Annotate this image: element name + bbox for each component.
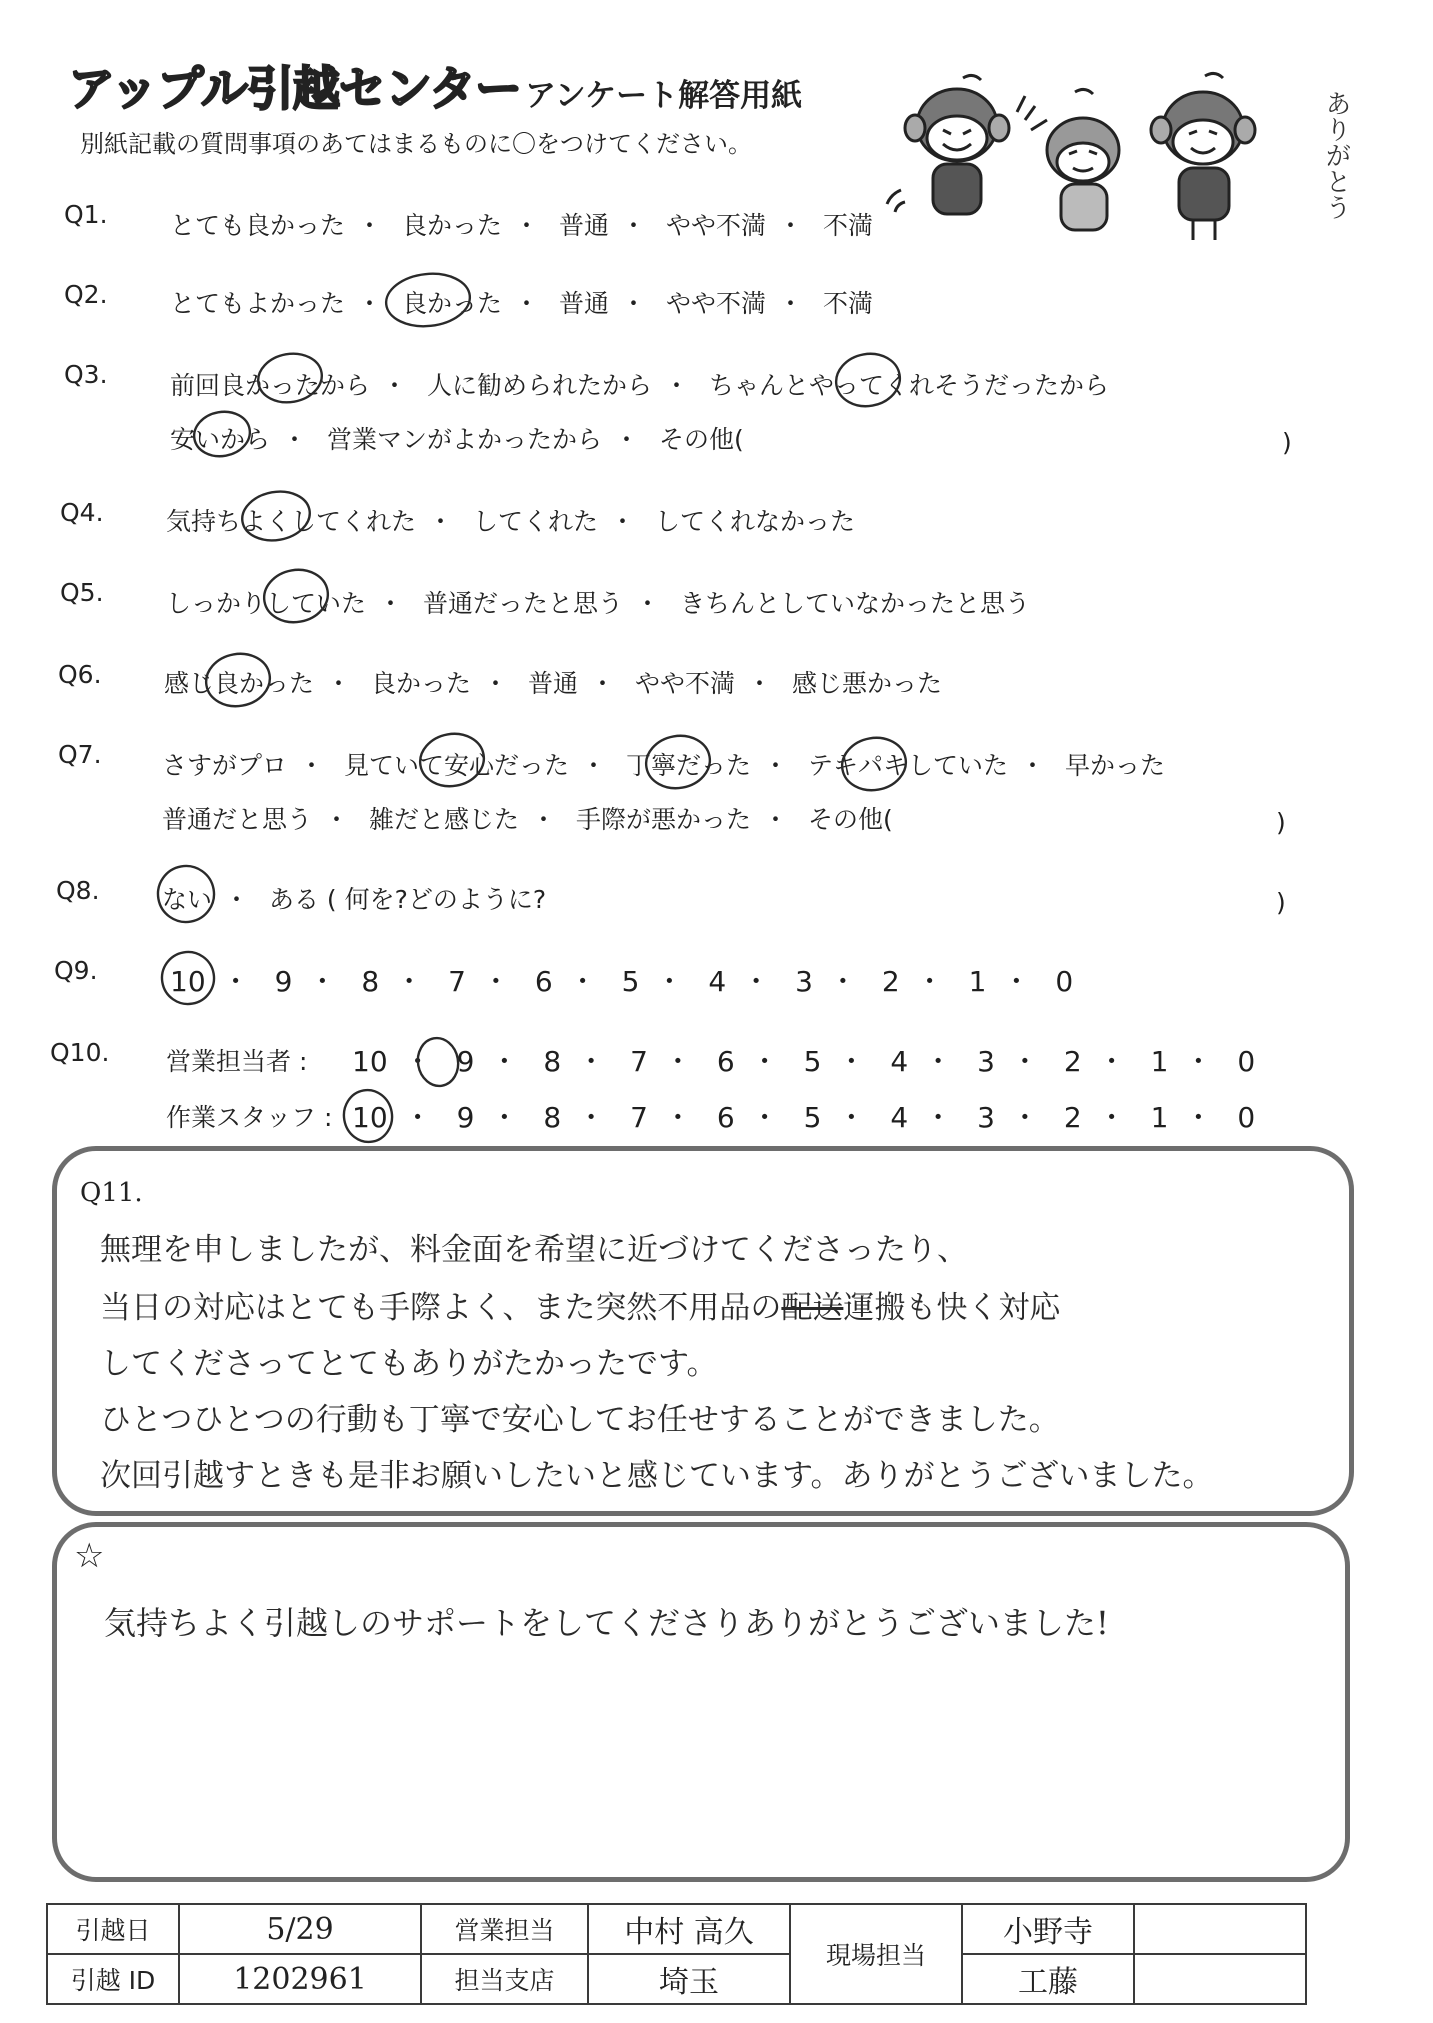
q2-number: Q2. xyxy=(64,280,108,309)
branch-value: 埼玉 xyxy=(588,1954,790,2004)
q7-option-7[interactable]: 雑だと感じた xyxy=(368,805,519,834)
star-label: ☆ xyxy=(74,1536,105,1576)
q6-option-3[interactable]: 普通 xyxy=(527,669,578,698)
q3-option-2[interactable]: 人に勧められたから xyxy=(426,371,652,400)
q11-struck-word: 配送 xyxy=(781,1290,844,1326)
q7-option-6[interactable]: 普通だと思う xyxy=(162,805,313,834)
q7-option-4[interactable]: テキパキしていた xyxy=(807,751,1008,780)
q6-option-4[interactable]: やや不満 xyxy=(634,669,735,698)
q3-option-3[interactable]: ちゃんとやってくれそうだったから xyxy=(708,371,1109,400)
q7-options-line2: 普通だと思う ・ 雑だと感じた ・ 手際が悪かった ・ その他( xyxy=(162,805,893,834)
q10-staff-label: 作業スタッフ : xyxy=(166,1103,333,1132)
q9-score-4[interactable]: 4 xyxy=(708,965,727,998)
q10-staff-score-1[interactable]: 1 xyxy=(1150,1101,1169,1134)
q11-line-2 xyxy=(100,1282,1060,1327)
q1-number: Q1. xyxy=(64,200,108,229)
q1-option-5[interactable]: 不満 xyxy=(822,211,873,240)
q10-sales-score-10[interactable]: 10 xyxy=(352,1045,388,1078)
branch-label: 担当支店 xyxy=(421,1954,588,2004)
q11-line-2-tail: 運搬も快く対応 xyxy=(843,1290,1061,1326)
q10-staff-score-3[interactable]: 3 xyxy=(977,1101,995,1134)
q8-option-some[interactable]: ある ( 何を?どのように? xyxy=(268,885,547,914)
q10-sales-score-9[interactable]: 9 xyxy=(456,1045,475,1078)
q9-score-7[interactable]: 7 xyxy=(448,965,466,998)
q9-score-9[interactable]: 9 xyxy=(274,965,293,998)
q10-sales-scale: 10 ・ 9 ・ 8 ・ 7 ・ 6 ・ 5 ・ 4 ・ 3 ・ 2 ・ 1 ・ 0 xyxy=(352,1045,1256,1078)
q8-options: ない ・ ある ( 何を?どのように? xyxy=(162,885,547,914)
q10-sales-score-3[interactable]: 3 xyxy=(977,1045,995,1078)
q10-sales-score-2[interactable]: 2 xyxy=(1063,1045,1082,1078)
q9-score-5[interactable]: 5 xyxy=(621,965,640,998)
q7-option-8[interactable]: 手際が悪かった xyxy=(575,805,751,834)
site-rep-value-2: 工藤 xyxy=(962,1954,1134,2004)
q10-sales-score-8[interactable]: 8 xyxy=(543,1045,562,1078)
q9-score-2[interactable]: 2 xyxy=(881,965,900,998)
q1-options: とても良かった ・ 良かった ・ 普通 ・ やや不満 ・ 不満 xyxy=(170,211,873,240)
move-date-value: 5/29 xyxy=(179,1904,421,1954)
q9-score-0[interactable]: 0 xyxy=(1055,965,1074,998)
q7-close-paren: ) xyxy=(1276,808,1286,837)
monkey-mascots-illustration xyxy=(885,70,1345,260)
q3-number: Q3. xyxy=(64,360,108,389)
q10-number: Q10. xyxy=(50,1038,110,1067)
q8-number: Q8. xyxy=(56,876,100,905)
q6-number: Q6. xyxy=(58,660,102,689)
q11-line-1: 無理を申しましたが、料金面を希望に近づけてくださったり、 xyxy=(100,1232,968,1268)
q10-staff-score-4[interactable]: 4 xyxy=(890,1101,909,1134)
q3-option-5[interactable]: 営業マンがよかったから xyxy=(326,425,602,454)
q10-staff-score-10[interactable]: 10 xyxy=(352,1101,388,1134)
q10-staff-score-0[interactable]: 0 xyxy=(1237,1101,1256,1134)
q11-label: Q11. xyxy=(80,1178,143,1208)
q10-sales-score-1[interactable]: 1 xyxy=(1150,1045,1169,1078)
star-comment-text: 気持ちよく引越しのサポートをしてくださりありがとうございました! xyxy=(104,1604,1109,1642)
q4-option-3[interactable]: してくれなかった xyxy=(654,507,855,536)
q5-option-3[interactable]: きちんとしていなかったと思う xyxy=(679,589,1030,618)
q4-number: Q4. xyxy=(60,498,104,527)
form-subtitle: アンケート解答用紙 xyxy=(525,78,803,114)
q7-option-2[interactable]: 見ていて安心だった xyxy=(343,751,569,780)
q8-close-paren: ) xyxy=(1276,888,1286,917)
q4-option-1[interactable]: 気持ちよくしてくれた xyxy=(166,507,417,536)
q2-options: とてもよかった ・ 良かった ・ 普通 ・ やや不満 ・ 不満 xyxy=(170,289,873,318)
q8-option-none[interactable]: ない xyxy=(162,885,213,914)
q7-options-line1: さすがプロ ・ 見ていて安心だった ・ 丁寧だった ・ テキパキしていた ・ 早かった xyxy=(162,751,1165,780)
q10-staff-score-9[interactable]: 9 xyxy=(456,1101,475,1134)
q5-number: Q5. xyxy=(60,578,104,607)
q3-close-paren: ) xyxy=(1282,428,1292,457)
q3-option-other[interactable]: その他( xyxy=(658,425,744,454)
q3-options-line2: 安いから ・ 営業マンがよかったから ・ その他( xyxy=(170,425,744,454)
q7-option-5[interactable]: 早かった xyxy=(1064,751,1165,780)
mascot-arigatou-text: ありがとう xyxy=(1321,90,1351,220)
q5-option-2[interactable]: 普通だったと思う xyxy=(422,589,623,618)
q3-option-4[interactable]: 安いから xyxy=(170,425,271,454)
q10-staff-score-2[interactable]: 2 xyxy=(1063,1101,1082,1134)
q11-line-5: 次回引越すときも是非お願いしたいと感じています。ありがとうございました。 xyxy=(100,1458,1214,1494)
q7-option-3[interactable]: 丁寧だった xyxy=(625,751,751,780)
move-info-table xyxy=(46,1903,1307,2005)
q1-option-1[interactable]: とても良かった xyxy=(170,211,346,240)
q7-option-other[interactable]: その他( xyxy=(807,805,893,834)
q11-line-3: してくださってとてもありがたかったです。 xyxy=(100,1346,718,1382)
q10-sales-score-7[interactable]: 7 xyxy=(630,1045,648,1078)
q10-staff-score-6[interactable]: 6 xyxy=(716,1101,735,1134)
site-rep-empty-1 xyxy=(1134,1904,1306,1954)
q6-option-1[interactable]: 感じ良かった xyxy=(164,669,315,698)
q5-options: しっかりしていた ・ 普通だったと思う ・ きちんとしていなかったと思う xyxy=(166,589,1030,618)
q4-options: 気持ちよくしてくれた ・ してくれた ・ してくれなかった xyxy=(166,507,855,536)
q11-line-2-text: 当日の対応はとても手際よく、また突然不用品の xyxy=(100,1290,782,1326)
q10-sales-score-6[interactable]: 6 xyxy=(716,1045,735,1078)
q2-option-3[interactable]: 普通 xyxy=(558,289,609,318)
q2-option-4[interactable]: やや不満 xyxy=(665,289,766,318)
q10-staff-score-7[interactable]: 7 xyxy=(630,1101,648,1134)
q6-options: 感じ良かった ・ 良かった ・ 普通 ・ やや不満 ・ 感じ悪かった xyxy=(164,669,942,698)
q10-staff-score-5[interactable]: 5 xyxy=(803,1101,822,1134)
q6-option-5[interactable]: 感じ悪かった xyxy=(791,669,942,698)
q9-score-6[interactable]: 6 xyxy=(534,965,553,998)
star-comment-panel xyxy=(52,1522,1350,1882)
move-id-label: 引越 ID xyxy=(47,1954,179,2004)
q7-number: Q7. xyxy=(58,740,102,769)
q10-sales-score-5[interactable]: 5 xyxy=(803,1045,822,1078)
q10-sales-score-0[interactable]: 0 xyxy=(1237,1045,1256,1078)
q9-score-8[interactable]: 8 xyxy=(361,965,380,998)
q3-option-1[interactable]: 前回良かったから xyxy=(170,371,371,400)
q2-option-1[interactable]: とてもよかった xyxy=(170,289,346,318)
q9-score-10[interactable]: 10 xyxy=(170,965,206,998)
q2-option-2[interactable]: 良かった xyxy=(401,289,502,318)
q9-score-1[interactable]: 1 xyxy=(968,965,987,998)
sales-rep-value: 中村 高久 xyxy=(588,1904,790,1954)
site-rep-empty-2 xyxy=(1134,1954,1306,2004)
move-date-label: 引越日 xyxy=(47,1904,179,1954)
q5-option-1[interactable]: しっかりしていた xyxy=(166,589,367,618)
q10-staff-scale: 10 ・ 9 ・ 8 ・ 7 ・ 6 ・ 5 ・ 4 ・ 3 ・ 2 ・ 1 ・ 0 xyxy=(352,1101,1256,1134)
q1-option-3[interactable]: 普通 xyxy=(558,211,609,240)
q10-staff-score-8[interactable]: 8 xyxy=(543,1101,562,1134)
q4-option-2[interactable]: してくれた xyxy=(472,507,598,536)
q9-score-3[interactable]: 3 xyxy=(795,965,813,998)
q9-number: Q9. xyxy=(54,956,98,985)
q10-sales-label: 営業担当者 : xyxy=(166,1047,308,1076)
q10-sales-score-4[interactable]: 4 xyxy=(890,1045,909,1078)
q9-scale: 10 ・ 9 ・ 8 ・ 7 ・ 6 ・ 5 ・ 4 ・ 3 ・ 2 ・ 1 ・ 0 xyxy=(170,965,1074,998)
q7-option-1[interactable]: さすがプロ xyxy=(162,751,288,780)
site-rep-value-1: 小野寺 xyxy=(962,1904,1134,1954)
site-rep-label: 現場担当 xyxy=(790,1904,962,2004)
instruction-text: 別紙記載の質問事項のあてはまるものに〇をつけてください。 xyxy=(80,130,752,158)
q6-option-2[interactable]: 良かった xyxy=(370,669,471,698)
company-title: アップル引越センター xyxy=(68,62,521,117)
q1-option-4[interactable]: やや不満 xyxy=(665,211,766,240)
q2-option-5[interactable]: 不満 xyxy=(822,289,873,318)
q1-option-2[interactable]: 良かった xyxy=(401,211,502,240)
q11-line-4: ひとつひとつの行動も丁寧で安心してお任せすることができました。 xyxy=(100,1402,1060,1438)
sales-rep-label: 営業担当 xyxy=(421,1904,588,1954)
move-id-value: 1202961 xyxy=(179,1954,421,2004)
q3-options-line1: 前回良かったから ・ 人に勧められたから ・ ちゃんとやってくれそうだったから xyxy=(170,371,1109,400)
